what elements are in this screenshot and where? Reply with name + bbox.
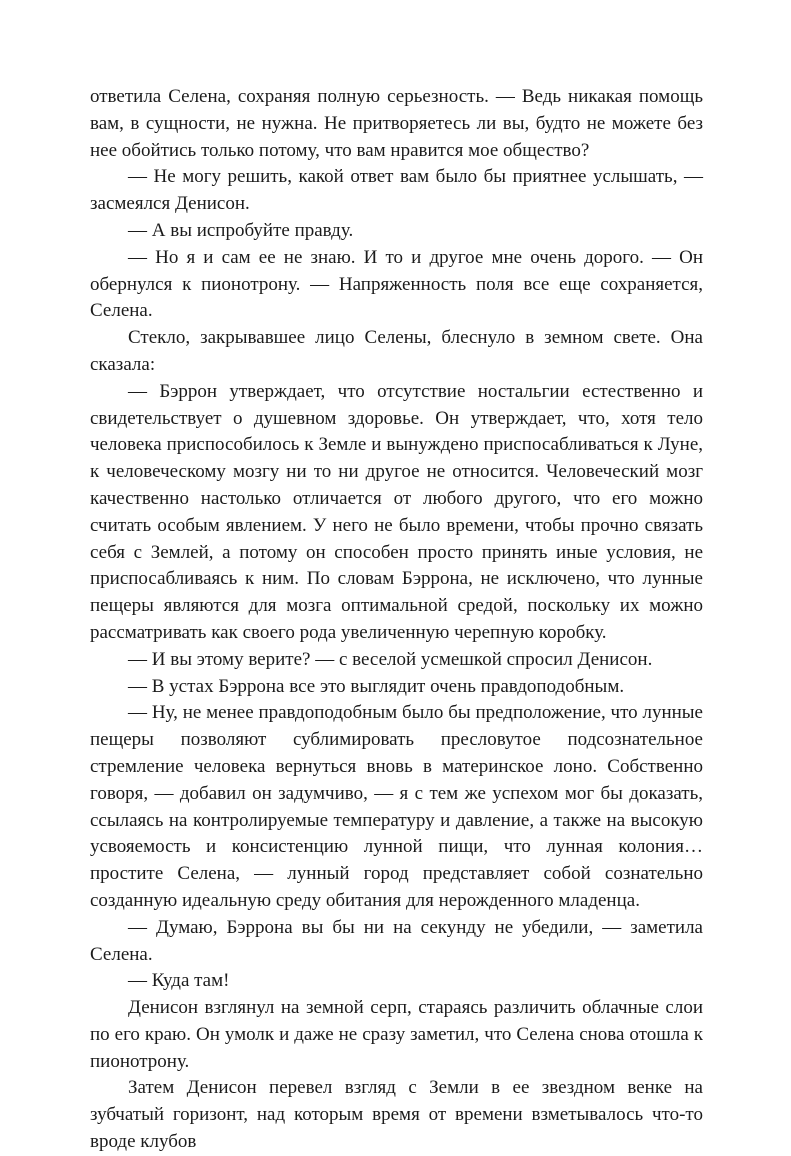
page-text <box>90 84 703 1156</box>
paragraph: Денисон взглянул на земной серп, стараясь различить облачные слои по его краю. Он умолк и даже не сразу заметил, что Селена снова отошла к пионотрону. <box>90 997 703 1072</box>
paragraph: — А вы испробуйте правду. <box>128 219 354 241</box>
paragraph: — В устах Бэррона все это выглядит очень правдоподобным. <box>128 675 625 697</box>
paragraph: ответила Селена, сохраняя полную серьезность. — Ведь никакая помощь вам, в сущности, не нужна. Не притворяетесь ли вы, будто не можете без нее обойтись только потому, что вам нравится мое общество? <box>90 86 703 161</box>
paragraph: — Бэррон утверждает, что отсутствие ностальгии естественно и свидетельствует о душевном здоровье. Он утверждает, что, хотя тело человека приспособилось к Земле и вынуждено приспосабливаться к Луне, к человеческому мозгу ни то ни другое не относится. Человеческий мозг качественно настолько отличается от любого другого, что его можно считать особым явлением. У него не было времени, чтобы прочно связать себя с Землей, а потому он способен просто принять иные условия, не приспосабливаясь к ним. По словам Бэррона, не исключено, что лунные пещеры являются для мозга оптимальной средой, поскольку их можно рассматривать как своего рода увеличенную черепную коробку. <box>90 380 703 643</box>
paragraph: — Не могу решить, какой ответ вам было бы приятнее услышать, — засмеялся Денисон. <box>90 166 703 215</box>
paragraph: — Ну, не менее правдоподобным было бы предположение, что лунные пещеры позволяют сублимировать пресловутое подсознательное стремление человека вернуться вновь в материнское лоно. Собственно говоря, — добавил он задумчиво, — я с тем же успехом мог бы доказать, ссылаясь на контролируемые температуру и давление, а также на высокую усвояемость и консистенцию лунной пищи, что лунная колония… простите Селена, — лунный город представляет собой сознательно созданную идеальную среду обитания для нерожденного младенца. <box>90 702 703 911</box>
paragraph: Стекло, закрывавшее лицо Селены, блеснуло в земном свете. Она сказала: <box>90 327 703 375</box>
paragraph: Затем Денисон перевел взгляд с Земли в ее звездном венке на зубчатый горизонт, над которым время от времени взметывалось что-то вроде клубов <box>90 1077 703 1153</box>
paragraph: — И вы этому верите? — с веселой усмешкой спросил Денисон. <box>128 648 653 670</box>
paragraph: — Куда там! <box>128 970 230 992</box>
paragraph: — Думаю, Бэррона вы бы ни на секунду не убедили, — заметила Селена. <box>90 916 703 965</box>
paragraph: — Но я и сам ее не знаю. И то и другое мне очень дорого. — Он обернулся к пионотрону. — Напряженность поля все еще сохраняется, Селена. <box>90 246 703 322</box>
